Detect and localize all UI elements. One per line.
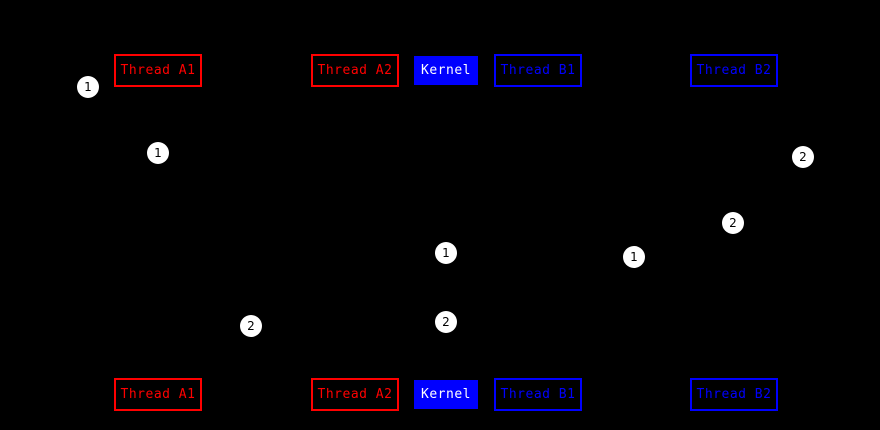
node-thread-a2-top[interactable] xyxy=(311,54,399,87)
node-label: Thread B1 xyxy=(500,387,576,402)
node-label: Thread A1 xyxy=(120,63,196,78)
node-label: Thread B2 xyxy=(696,63,772,78)
step-marker xyxy=(147,142,169,164)
node-thread-a2-bottom[interactable] xyxy=(311,378,399,411)
step-marker xyxy=(722,212,744,234)
step-marker-label: 1 xyxy=(154,146,162,160)
step-marker-label: 2 xyxy=(729,216,737,230)
node-label: Kernel xyxy=(421,387,471,402)
node-label: Kernel xyxy=(421,63,471,78)
step-marker xyxy=(792,146,814,168)
node-thread-a1-bottom[interactable] xyxy=(114,378,202,411)
node-label: Thread A2 xyxy=(317,63,393,78)
step-marker xyxy=(240,315,262,337)
node-kernel-bottom[interactable] xyxy=(414,380,478,409)
node-thread-b1-bottom[interactable] xyxy=(494,378,582,411)
node-label: Thread A1 xyxy=(120,387,196,402)
node-label: Thread B1 xyxy=(500,63,576,78)
step-marker xyxy=(623,246,645,268)
node-thread-b2-top[interactable] xyxy=(690,54,778,87)
node-thread-b1-top[interactable] xyxy=(494,54,582,87)
step-marker-label: 1 xyxy=(630,250,638,264)
step-marker-label: 2 xyxy=(442,315,450,329)
node-label: Thread A2 xyxy=(317,387,393,402)
step-marker xyxy=(77,76,99,98)
step-marker-label: 2 xyxy=(799,150,807,164)
node-thread-b2-bottom[interactable] xyxy=(690,378,778,411)
node-kernel-top[interactable] xyxy=(414,56,478,85)
node-thread-a1-top[interactable] xyxy=(114,54,202,87)
step-marker-label: 1 xyxy=(442,246,450,260)
node-label: Thread B2 xyxy=(696,387,772,402)
step-marker-label: 2 xyxy=(247,319,255,333)
step-marker xyxy=(435,242,457,264)
step-marker xyxy=(435,311,457,333)
step-marker-label: 1 xyxy=(84,80,92,94)
